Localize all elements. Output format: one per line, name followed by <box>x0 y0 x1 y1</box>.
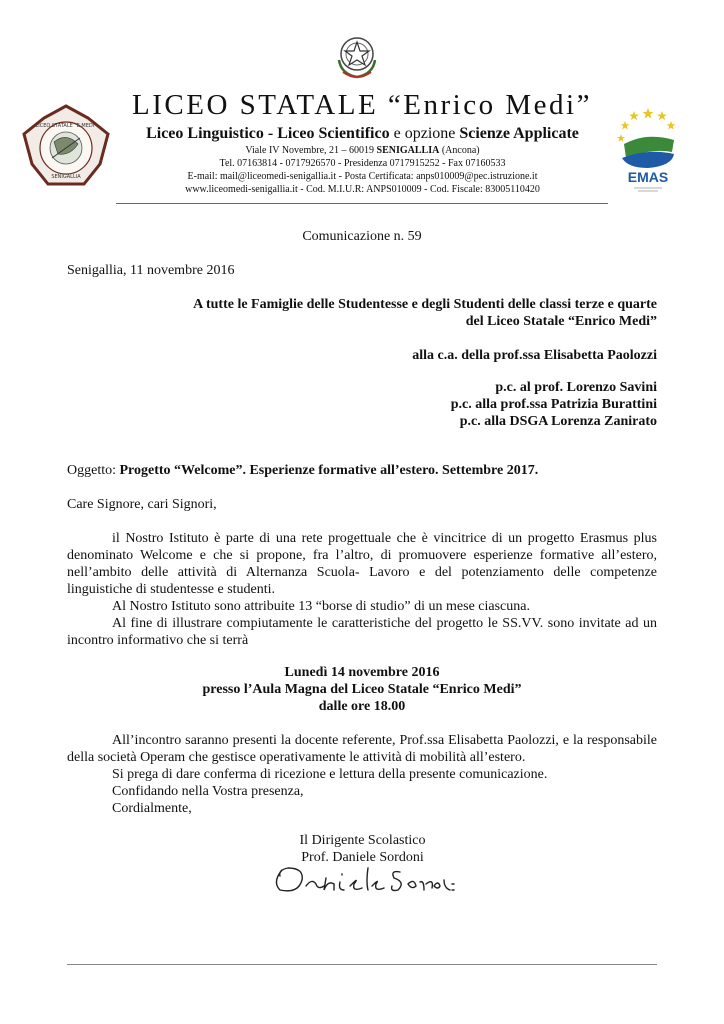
recipient-line-2: del Liceo Statale “Enrico Medi” <box>465 314 657 329</box>
signer-name: Prof. Daniele Sordoni <box>301 850 424 865</box>
paragraph-network: il Nostro Istituto è parte di una rete progettuale che è vincitrice di un progetto Erasmus plus denominato Welcome e che si propone, fra l’altro, di promuovere esperienze formative all’estero, nell’ambito delle attività di Alternanza Scuola- Lavoro e del potenziamento delle competenze linguistiche di studentesse e studenti. <box>67 531 657 597</box>
address-street: Viale IV Novembre, 21 – 60019 <box>245 145 377 156</box>
subject-text: Progetto “Welcome”. Esperienze formative all’estero. Settembre 2017. <box>119 463 539 478</box>
attention-line: alla c.a. della prof.ssa Elisabetta Paolozzi <box>412 348 657 363</box>
school-emails: E-mail: mail@liceomedi-senigallia.it - Posta Certificata: anps010009@pec.istruzione.it <box>187 171 538 182</box>
subtitle-option: Scienze Applicate <box>459 125 579 142</box>
footer-divider <box>67 964 657 965</box>
comunicazione-number: Comunicazione n. 59 <box>302 229 422 244</box>
signature-image <box>268 860 458 900</box>
address-city: SENIGALLIA <box>376 145 440 156</box>
recipient-line-1: A tutte le Famiglie delle Studentesse e degli Studenti delle classi terze e quarte <box>193 297 657 312</box>
paragraph-presence: Confidando nella Vostra presenza, <box>112 784 304 799</box>
school-address <box>120 144 605 157</box>
school-logo-text-bottom: SENIGALLIA <box>51 174 81 180</box>
cc-line-3: p.c. alla DSGA Lorenza Zanirato <box>459 414 657 429</box>
republic-emblem-icon <box>333 30 381 82</box>
school-phones: Tel. 07163814 - 0717926570 - Presidenza 0717915252 - Fax 07160533 <box>219 158 506 169</box>
school-subtitle <box>120 124 605 144</box>
event-location: presso l’Aula Magna del Liceo Statale “Enrico Medi” <box>202 682 522 697</box>
event-date: Lunedì 14 novembre 2016 <box>284 665 440 680</box>
cc-line-1: p.c. al prof. Lorenzo Savini <box>495 380 657 395</box>
subject-line <box>67 462 657 479</box>
paragraph-meeting: Al fine di illustrare compiutamente le caratteristiche del progetto le SS.VV. sono invitate ad un incontro informativo che si terrà <box>67 616 657 648</box>
school-web: www.liceomedi-senigallia.it - Cod. M.I.U.R: ANPS010009 - Cod. Fiscale: 83005110420 <box>185 184 540 195</box>
cc-line-2: p.c. alla prof.ssa Patrizia Burattini <box>450 397 657 412</box>
subtitle-connector: e opzione <box>389 125 460 142</box>
paragraph-scholarships: Al Nostro Istituto sono attribuite 13 “borse di studio” di un mese ciascuna. <box>112 599 530 614</box>
paragraph-attendees: All’incontro saranno presenti la docente referente, Prof.ssa Elisabetta Paolozzi, e la responsabile della società Operam che gestisce operativamente le attività di mobilità all’estero. <box>67 733 657 765</box>
school-title: LICEO STATALE “Enrico Medi” <box>132 89 592 121</box>
header-divider <box>116 203 608 204</box>
signer-role: Il Dirigente Scolastico <box>299 833 426 848</box>
subtitle-curricula: Liceo Linguistico - Liceo Scientifico <box>146 125 390 142</box>
place-date: Senigallia, 11 novembre 2016 <box>67 263 235 278</box>
school-logo-text-top: LICEO STATALE "E.MEDI" <box>35 123 97 129</box>
address-province: (Ancona) <box>439 145 480 156</box>
closing: Cordialmente, <box>112 801 192 816</box>
paragraph-confirmation: Si prega di dare conferma di ricezione e lettura della presente comunicazione. <box>112 767 548 782</box>
salutation: Care Signore, cari Signori, <box>67 497 217 512</box>
subject-label: Oggetto: <box>67 463 120 478</box>
emas-label: EMAS <box>627 169 669 185</box>
event-time: dalle ore 18.00 <box>318 699 406 714</box>
